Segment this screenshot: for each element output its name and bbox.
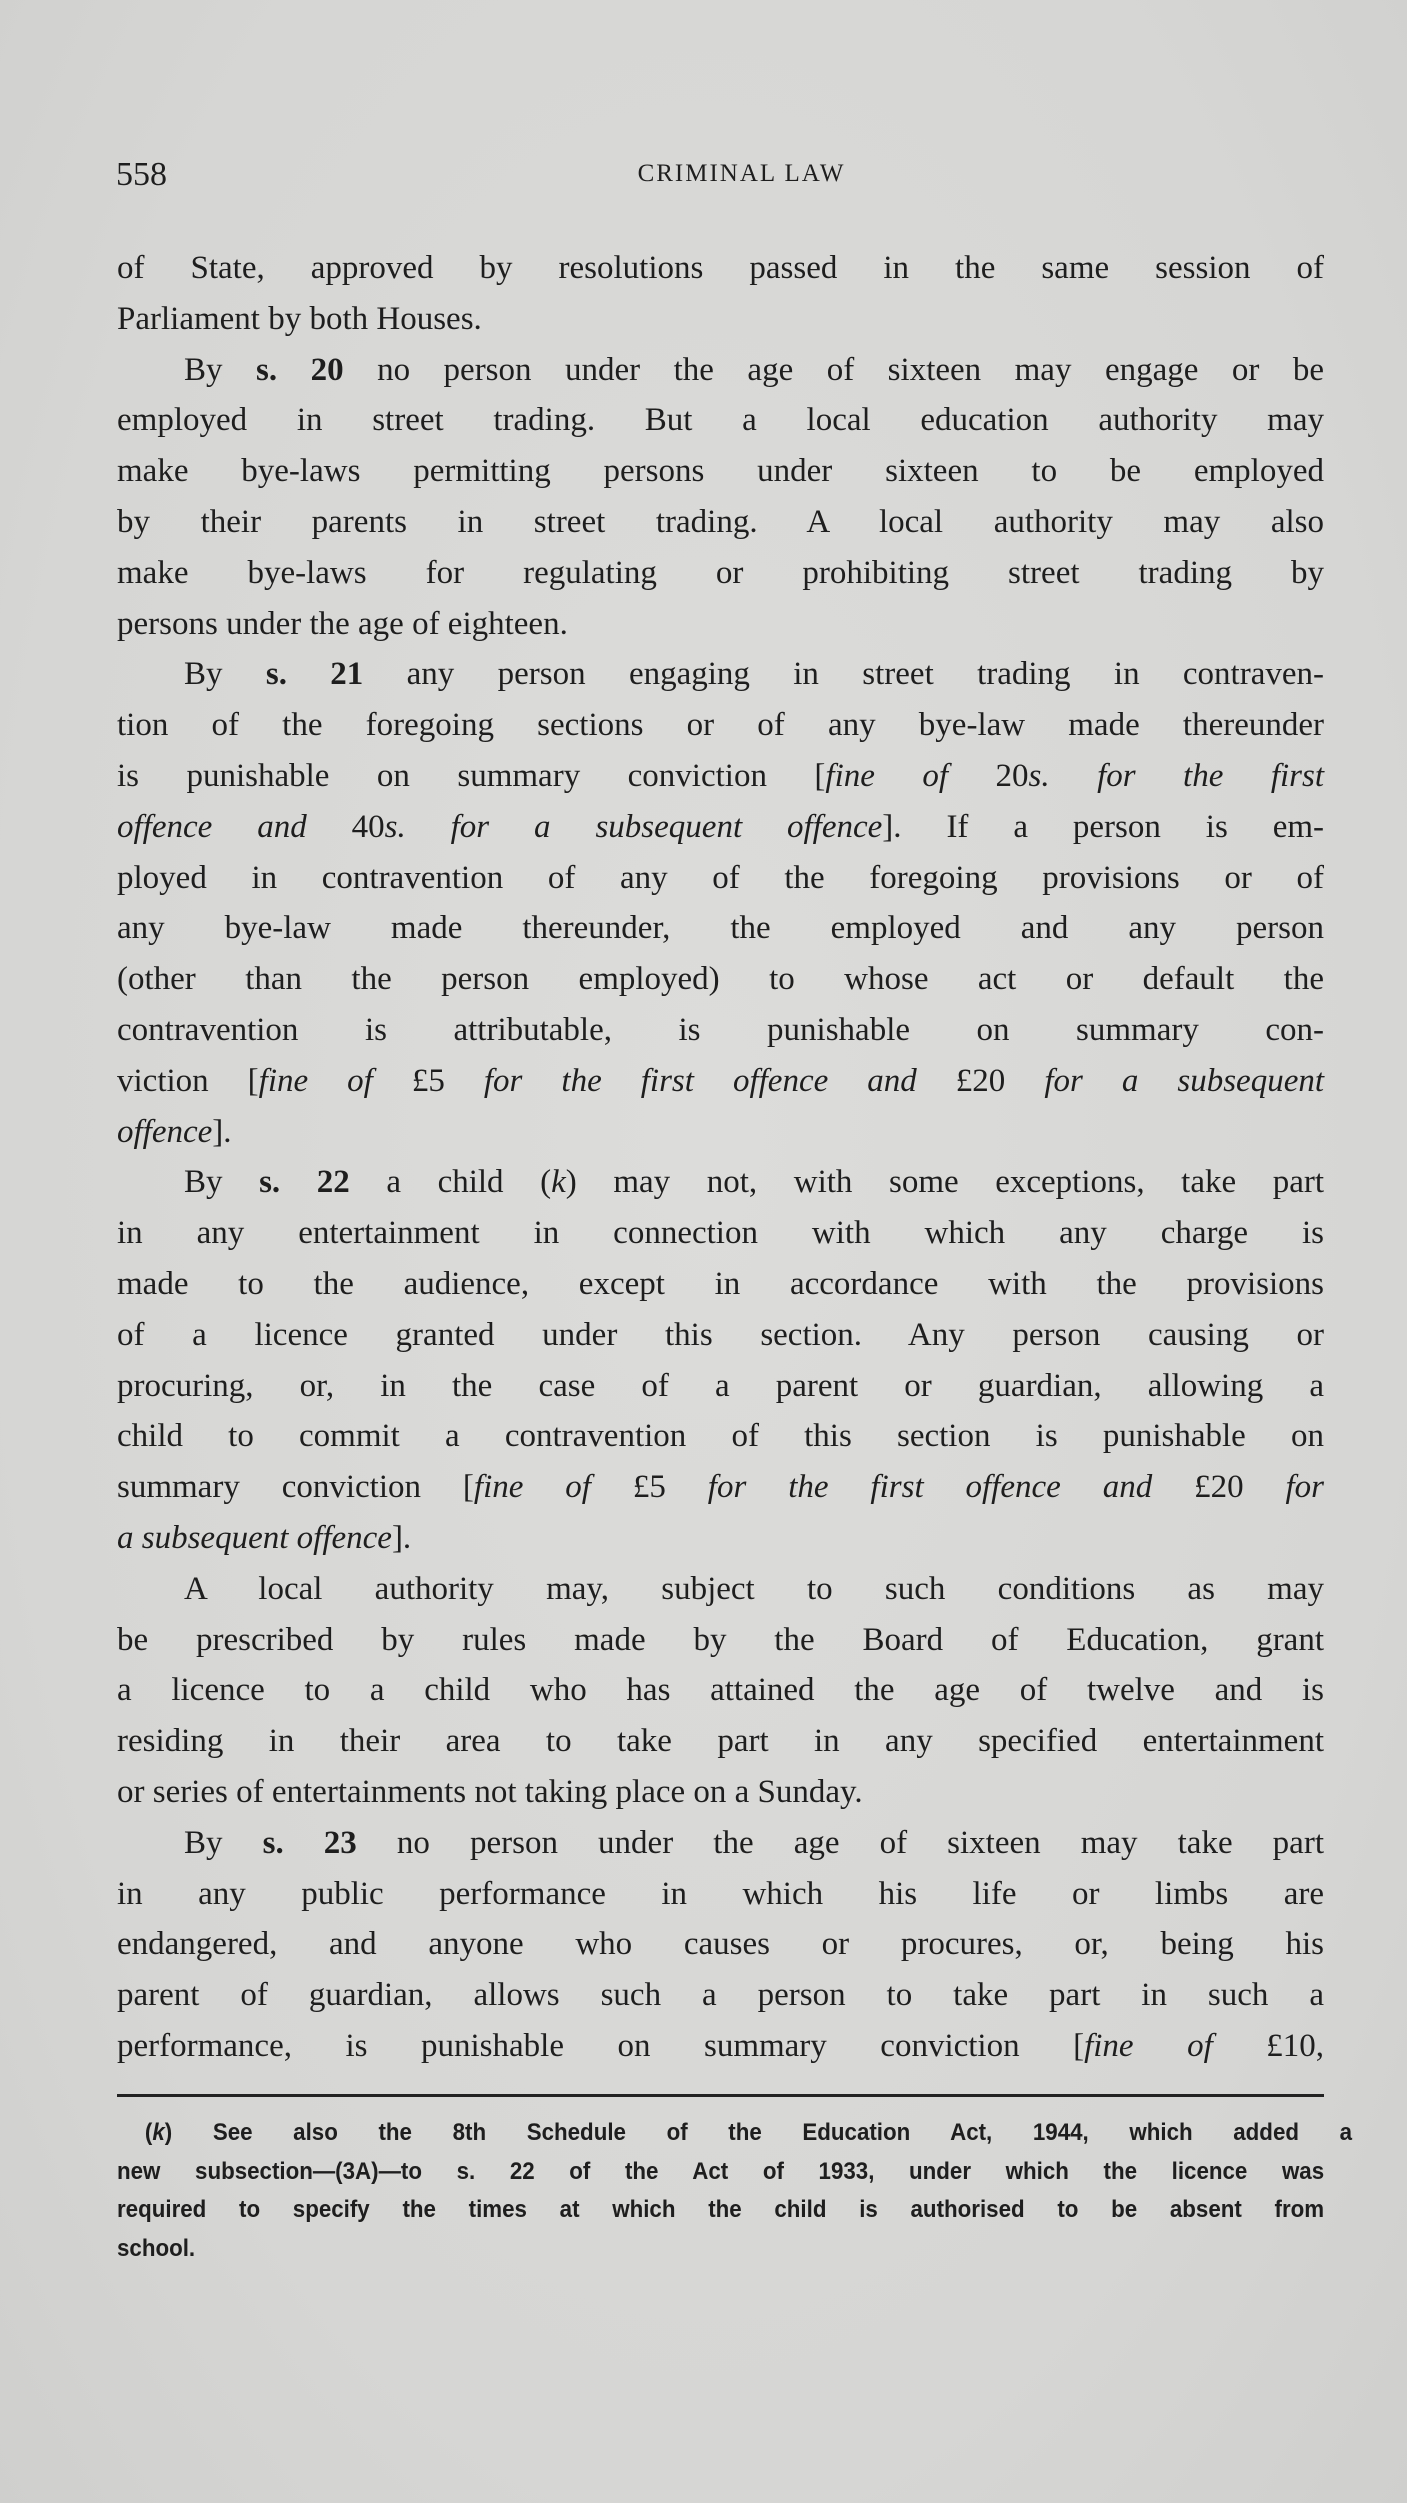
text-segment: employed in street trading. But a local education authority may <box>117 402 1324 439</box>
text-line <box>117 649 1324 700</box>
text-line <box>117 1107 1324 1158</box>
text-segment: for the first offence and <box>707 1469 1153 1506</box>
text-line <box>117 903 1324 954</box>
text-segment: £5 <box>372 1062 484 1099</box>
text-segment: performance, is punishable on summary conviction [ <box>117 2027 1085 2064</box>
text-segment: new subsection—(3A)—to s. 22 of the Act of 1933, under which the licence was <box>117 2157 1325 2185</box>
text-line <box>117 1462 1324 1513</box>
text-segment: make bye-laws permitting persons under sixteen to be employed <box>117 453 1324 490</box>
text-line <box>117 1411 1324 1462</box>
text-line <box>117 2021 1324 2072</box>
text-line <box>117 1767 1324 1818</box>
footnote-line <box>117 2153 1324 2192</box>
text-segment: By <box>184 351 256 388</box>
text-segment: endangered, and anyone who causes or procures, or, being his <box>117 1926 1324 1963</box>
text-line <box>117 1615 1324 1666</box>
text-segment: summary conviction [ <box>117 1469 474 1506</box>
text-segment: by their parents in street trading. A local authority may also <box>117 503 1324 540</box>
text-segment: persons under the age of eighteen. <box>117 605 568 642</box>
body-text <box>117 243 1324 2072</box>
footnote-line <box>117 2114 1352 2153</box>
footnote <box>117 2114 1353 2268</box>
text-line <box>117 1513 1324 1564</box>
text-segment: s. 23 <box>262 1824 357 1861</box>
text-line <box>117 1157 1324 1208</box>
text-segment: £5 <box>590 1469 708 1506</box>
text-segment: By <box>184 656 266 693</box>
text-segment: £20 <box>1152 1469 1286 1506</box>
footnote-line <box>117 2230 1324 2269</box>
text-line <box>117 1919 1324 1970</box>
text-segment: a child ( <box>349 1164 552 1201</box>
text-segment: contravention is attributable, is punishable on summary con- <box>117 1011 1324 1048</box>
text-segment: of a licence granted under this section. Any person causing or <box>117 1316 1324 1353</box>
text-segment: required to specify the times at which the child is authorised to be absent from <box>117 2196 1325 2223</box>
text-segment: make bye-laws for regulating or prohibiting street trading by <box>117 554 1324 591</box>
text-line <box>117 395 1324 446</box>
text-segment: s. 21 <box>265 656 364 693</box>
text-segment: be prescribed by rules made by the Board of Education, grant <box>117 1621 1324 1658</box>
text-segment: ]. <box>391 1519 412 1556</box>
text-segment: A local authority may, subject to such conditions as may <box>184 1570 1324 1607</box>
text-segment: offence <box>117 1113 213 1150</box>
text-segment: any person engaging in street trading in contraven- <box>363 656 1324 693</box>
text-segment: residing in their area to take part in any specified entertainment <box>117 1723 1324 1760</box>
text-segment: fine of <box>1084 2027 1213 2064</box>
text-segment: s. 20 <box>256 351 344 388</box>
text-line <box>117 1259 1324 1310</box>
text-line <box>117 1005 1324 1056</box>
text-line <box>117 599 1324 650</box>
text-segment: any bye-law made thereunder, the employed and any person <box>117 910 1324 947</box>
running-head: CRIMINAL LAW <box>637 160 846 187</box>
text-segment: s. for the first <box>1028 757 1325 794</box>
text-segment: is punishable on summary conviction [ <box>117 757 826 794</box>
text-segment: made to the audience, except in accordance with the provisions <box>117 1265 1324 1302</box>
text-line <box>117 700 1324 751</box>
text-segment: By <box>184 1824 263 1861</box>
text-segment: ( <box>144 2119 153 2146</box>
text-line <box>117 1818 1324 1869</box>
text-line <box>117 497 1324 548</box>
text-segment: or series of entertainments not taking place on a Sunday. <box>117 1773 863 1810</box>
text-line <box>117 548 1324 599</box>
text-segment: k <box>152 2119 165 2146</box>
text-line <box>117 1310 1324 1361</box>
text-segment: k <box>551 1164 566 1201</box>
text-segment: (other than the person employed) to whose act or default the <box>117 961 1324 998</box>
text-segment: offence and <box>117 808 307 845</box>
text-segment: of State, approved by resolutions passed in the same session of <box>117 250 1324 286</box>
text-segment: ) may not, with some exceptions, take part <box>565 1164 1325 1201</box>
text-line <box>117 1716 1324 1767</box>
text-line <box>117 1056 1324 1107</box>
text-line <box>117 954 1324 1005</box>
text-segment: child to commit a contravention of this section is punishable on <box>117 1418 1324 1455</box>
text-line <box>117 1361 1324 1412</box>
text-segment: By <box>184 1164 260 1201</box>
text-segment: £10, <box>1212 2027 1325 2064</box>
text-line <box>117 294 1324 345</box>
text-segment: ]. If a person is em- <box>882 808 1325 845</box>
text-segment: s. for a subsequent offence <box>384 808 883 845</box>
text-segment: ]. <box>212 1113 232 1150</box>
text-segment: ) See also the 8th Schedule of the Education Act, 1944, which added a <box>164 2119 1353 2146</box>
text-segment: ployed in contravention of any of the foregoing provisions or of <box>117 859 1324 896</box>
text-segment: no person under the age of sixteen may engage or be <box>343 351 1324 388</box>
text-line <box>117 446 1324 497</box>
text-line <box>117 751 1324 802</box>
text-segment: school. <box>117 2234 196 2262</box>
text-line <box>117 345 1324 396</box>
text-segment: s. 22 <box>259 1164 350 1201</box>
text-line <box>117 1970 1324 2021</box>
text-segment: in any entertainment in connection with which any charge is <box>117 1215 1324 1252</box>
text-line <box>117 853 1324 904</box>
text-line <box>117 1869 1324 1920</box>
text-line <box>117 1208 1324 1259</box>
text-segment: viction [ <box>117 1062 259 1099</box>
text-segment: parent of guardian, allows such a person to take part in such a <box>117 1977 1324 2014</box>
text-segment: no person under the age of sixteen may take part <box>356 1824 1324 1861</box>
text-segment: fine of <box>258 1062 373 1099</box>
text-segment: fine of <box>825 757 949 794</box>
text-segment: 20 <box>948 757 1029 794</box>
text-segment: £20 <box>916 1062 1045 1099</box>
text-segment: Parliament by both Houses. <box>117 300 482 337</box>
text-segment: fine of <box>473 1469 591 1506</box>
text-segment: for a subsequent <box>1044 1062 1325 1099</box>
text-line <box>117 243 1324 294</box>
text-segment: procuring, or, in the case of a parent or guardian, allowing a <box>117 1367 1324 1404</box>
text-segment: tion of the foregoing sections or of any bye-law made thereunder <box>117 707 1324 744</box>
text-line <box>117 1564 1324 1615</box>
page-number: 558 <box>116 156 167 193</box>
text-segment: in any public performance in which his life or limbs are <box>117 1875 1324 1912</box>
footnote-line <box>117 2191 1324 2230</box>
text-line <box>117 1665 1324 1716</box>
text-segment: for <box>1285 1469 1325 1506</box>
text-segment: a licence to a child who has attained the age of twelve and is <box>117 1672 1324 1709</box>
text-segment: 40 <box>306 808 385 845</box>
text-segment: a subsequent offence <box>117 1519 392 1556</box>
text-line <box>117 802 1324 853</box>
footnote-rule <box>117 2094 1324 2097</box>
text-segment: for the first offence and <box>483 1062 917 1099</box>
